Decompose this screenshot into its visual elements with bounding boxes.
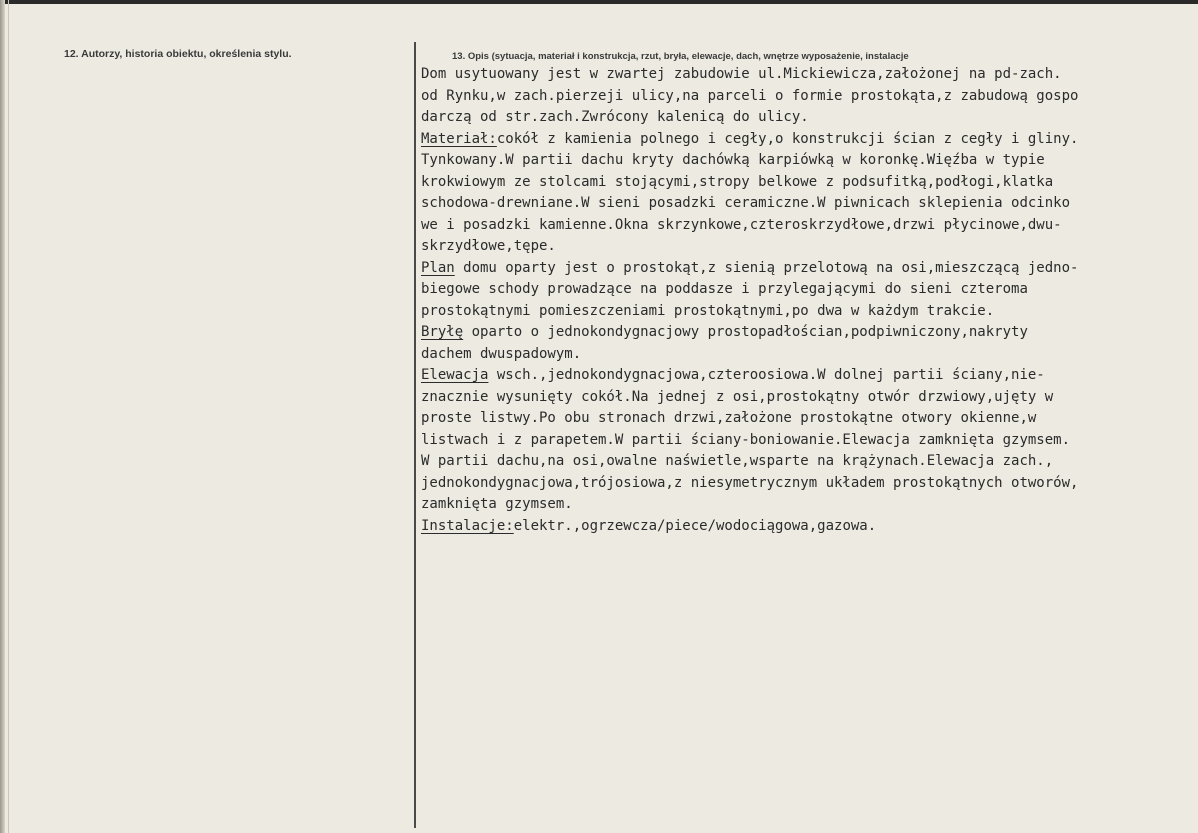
description-line bbox=[421, 172, 1191, 194]
description-line bbox=[421, 494, 1191, 516]
description-line bbox=[421, 365, 1191, 387]
line-text: wsch.,jednokondygnacjowa,czteroosiowa.W dolnej partii ściany,nie- bbox=[488, 367, 1045, 383]
description-line bbox=[421, 473, 1191, 495]
description-line bbox=[421, 64, 1191, 86]
line-text: krokwiowym ze stolcami stojącymi,stropy belkowe z podsufitką,podłogi,klatka bbox=[421, 173, 1054, 190]
scan-border-top bbox=[0, 0, 1198, 4]
description-line bbox=[421, 215, 1191, 237]
section-heading: Materiał: bbox=[421, 130, 497, 147]
line-text: cokół z kamienia polnego i cegły,o konstrukcji ścian z cegły i gliny. bbox=[496, 130, 1079, 147]
line-text: prostokątnymi pomieszczeniami prostokątnymi,po dwa w każdym trakcie. bbox=[421, 302, 995, 319]
line-text: Tynkowany.W partii dachu kryty dachówką karpiówką w koronkę.Więźba w typie bbox=[421, 152, 1045, 168]
description-line bbox=[421, 236, 1191, 258]
line-text: elektr.,ogrzewcza/piece/wodociągowa,gazowa. bbox=[513, 517, 877, 534]
line-text: listwach i z parapetem.W partii ściany-boniowanie.Elewacja zamknięta gzymsem. bbox=[421, 431, 1071, 448]
description-line bbox=[421, 408, 1191, 430]
field-13-label: 13. Opis (sytuacja, materiał i konstrukcja, rzut, bryła, elewacje, dach, wnętrze wyposażenie, instalacje bbox=[452, 51, 909, 62]
description-line bbox=[421, 322, 1191, 344]
description-line bbox=[421, 430, 1191, 452]
section-heading: Plan bbox=[421, 259, 455, 276]
section-heading: Bryłę bbox=[421, 324, 464, 340]
line-text: W partii dachu,na osi,owalne naświetle,wsparte na krążynach.Elewacja zach., bbox=[421, 453, 1054, 469]
description-line bbox=[421, 279, 1191, 301]
description-line bbox=[421, 344, 1191, 366]
line-text: we i posadzki kamienne.Okna skrzynkowe,czteroskrzydłowe,drzwi płycinowe,dwu- bbox=[421, 216, 1062, 233]
line-text: dachem dwuspadowym. bbox=[421, 345, 582, 362]
description-line bbox=[421, 451, 1191, 473]
description-line bbox=[421, 516, 1191, 538]
line-text: skrzydłowe,tępe. bbox=[421, 238, 556, 254]
line-text: oparto o jednokondygnacjowy prostopadłościan,podpiwniczony,nakryty bbox=[463, 324, 1028, 340]
section-heading: Instalacje: bbox=[421, 517, 514, 534]
column-divider bbox=[414, 42, 416, 828]
line-text: znacznie wysunięty cokół.Na jednej z osi,prostokątny otwór drzwiowy,ujęty w bbox=[421, 388, 1054, 405]
line-text: biegowe schody prowadzące na poddasze i przylegającymi do sieni czteroma bbox=[421, 281, 1028, 297]
description-line bbox=[421, 193, 1191, 215]
page-fold-line bbox=[8, 0, 9, 833]
line-text: proste listwy.Po obu stronach drzwi,założone prostokątne otwory okienne,w bbox=[421, 410, 1037, 426]
line-text: zamknięta gzymsem. bbox=[421, 496, 573, 512]
line-text: domu oparty jest o prostokąt,z sienią przelotową na osi,mieszczącą jedno- bbox=[454, 259, 1079, 276]
line-text: jednokondygnacjowa,trójosiowa,z niesymetrycznym układem prostokątnych otworów, bbox=[421, 474, 1079, 491]
description-line bbox=[421, 387, 1191, 409]
description-line bbox=[421, 129, 1191, 151]
field-12-label: 12. Autorzy, historia obiektu, określenia stylu. bbox=[64, 48, 292, 60]
description-line bbox=[421, 258, 1191, 280]
scan-border-left bbox=[0, 0, 5, 833]
description-line bbox=[421, 86, 1191, 108]
line-text: schodowa-drewniane.W sieni posadzki ceramiczne.W piwnicach sklepienia odcinko bbox=[421, 195, 1071, 211]
line-text: Dom usytuowany jest w zwartej zabudowie ul.Mickiewicza,założonej na pd-zach. bbox=[421, 66, 1062, 82]
description-line bbox=[421, 150, 1191, 172]
section-heading: Elewacja bbox=[421, 367, 489, 383]
line-text: od Rynku,w zach.pierzeji ulicy,na parceli o formie prostokąta,z zabudową gospo bbox=[421, 87, 1079, 104]
line-text: darczą od str.zach.Zwrócony kalenicą do ulicy. bbox=[421, 109, 809, 125]
description-line bbox=[421, 107, 1191, 129]
typed-description bbox=[421, 64, 1191, 537]
description-line bbox=[421, 301, 1191, 323]
